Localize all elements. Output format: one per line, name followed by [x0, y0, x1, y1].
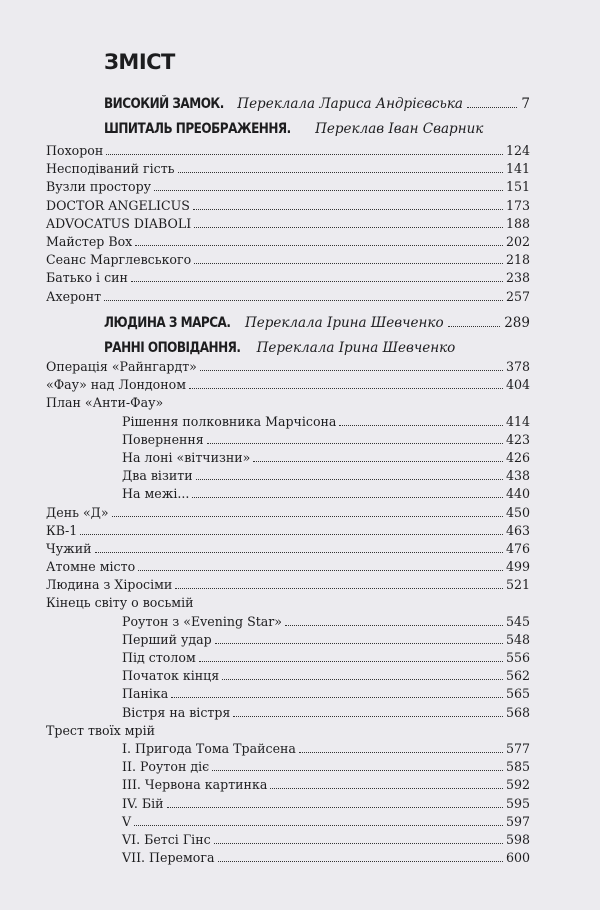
toc-entry	[46, 376, 530, 394]
toc-entry	[46, 594, 530, 612]
entry-page: 545	[505, 613, 530, 629]
entry-page: 585	[505, 759, 530, 775]
dot-leader	[104, 300, 503, 301]
entry-label: ІІІ. Червона картинка	[122, 777, 268, 793]
dot-leader	[171, 697, 503, 698]
dot-leader	[222, 679, 503, 680]
entry-label: VII. Перемога	[122, 850, 215, 866]
dot-leader	[192, 497, 503, 498]
entry-label: Атомне місто	[46, 559, 136, 575]
toc-entry	[46, 233, 530, 251]
entry-page: 595	[505, 795, 530, 811]
dot-leader	[178, 172, 503, 173]
section-lyudyna-z-marsa	[104, 313, 530, 333]
entry-label: Під столом	[122, 650, 196, 665]
entry-page: 202	[505, 233, 530, 249]
section-page: 7	[521, 96, 530, 112]
dot-leader	[233, 716, 503, 717]
toc-entry	[46, 631, 530, 649]
entry-label: Рішення полковника Марчісона	[122, 413, 337, 429]
section-title: ВИСОКИЙ ЗАМОК.	[104, 96, 224, 112]
entry-label: V	[122, 813, 132, 829]
entry-page: 404	[505, 377, 530, 393]
entry-label: Роутон з «Evening Star»	[122, 613, 282, 629]
toc-entry	[46, 160, 530, 178]
section-translator: Переклав Іван Сварник	[315, 121, 484, 137]
toc-entry	[46, 758, 530, 776]
dot-leader	[212, 770, 503, 771]
toc-entry	[46, 704, 530, 722]
entry-page: 600	[505, 850, 530, 866]
entry-label: Кінець світу о восьмій	[46, 595, 194, 611]
toc-entry	[46, 740, 530, 758]
dot-leader	[167, 807, 503, 808]
toc-entry	[46, 485, 530, 503]
dot-leader	[218, 861, 503, 862]
entry-page: 450	[505, 504, 530, 520]
entry-label: Ахеронт	[46, 288, 102, 304]
dot-leader	[215, 643, 503, 644]
dot-leader	[134, 825, 503, 826]
toc-entry	[46, 288, 530, 306]
section-vysokyi-zamok	[104, 94, 530, 114]
toc-entry	[46, 558, 530, 576]
entry-page: 597	[505, 813, 530, 829]
dot-leader	[200, 370, 503, 371]
dot-leader	[207, 443, 503, 444]
entry-page: 238	[505, 270, 530, 286]
toc-entry	[46, 467, 530, 485]
toc-entry	[46, 576, 530, 594]
entry-label: На лоні «вітчизни»	[122, 449, 251, 465]
entry-label: На межі...	[122, 486, 190, 502]
toc-entry	[46, 197, 530, 215]
entry-page: 568	[505, 704, 530, 720]
dot-leader	[194, 227, 503, 228]
entry-label: Майстер Вох	[46, 233, 133, 249]
entry-label: Повернення	[122, 431, 204, 447]
entry-page: 124	[505, 143, 530, 158]
dot-leader	[138, 570, 503, 571]
entry-label: «Фау» над Лондоном	[46, 377, 187, 393]
dot-leader	[467, 107, 517, 108]
section-title: ЛЮДИНА З МАРСА.	[104, 315, 231, 331]
entry-page: 577	[505, 740, 530, 756]
toc-entry	[46, 667, 530, 685]
entry-page: 463	[505, 522, 530, 538]
entries-group-1	[46, 142, 530, 306]
toc-entry	[46, 540, 530, 558]
dot-leader	[154, 190, 503, 191]
dot-leader	[253, 461, 503, 462]
section-title: РАННІ ОПОВІДАННЯ.	[104, 340, 241, 356]
dot-leader	[193, 209, 503, 210]
entry-label: Паніка	[122, 686, 169, 702]
entry-page: 188	[505, 215, 530, 231]
entry-label: КВ-1	[46, 522, 78, 538]
section-shpytal	[104, 119, 530, 139]
dot-leader	[214, 843, 503, 844]
entry-page: 440	[505, 486, 530, 502]
entry-page: 438	[505, 468, 530, 484]
toc-entry	[46, 722, 530, 740]
dot-leader	[135, 245, 503, 246]
entry-label: Два візити	[122, 468, 193, 484]
entry-page: 257	[505, 288, 530, 304]
entry-label: Сеанс Марглевського	[46, 252, 192, 268]
toc-entry	[46, 413, 530, 431]
entry-page: 173	[505, 197, 530, 213]
entry-label: Батько і син	[46, 270, 128, 286]
toc-entry	[46, 685, 530, 703]
entry-label: Трест твоїх мрій	[46, 722, 155, 738]
entry-page: 151	[505, 179, 530, 195]
entry-label: ІІ. Роутон діє	[122, 759, 210, 775]
dot-leader	[80, 534, 503, 535]
entry-label: Несподіваний гість	[46, 161, 175, 177]
section-title: ШПИТАЛЬ ПРЕОБРАЖЕННЯ.	[104, 121, 291, 137]
toc-entry	[46, 142, 530, 160]
entry-page: 141	[505, 161, 530, 177]
dot-leader	[131, 281, 503, 282]
section-ranni-opovidannya	[104, 338, 530, 358]
entry-label: Вістря на вістря	[122, 704, 231, 720]
entry-label: IV. Бій	[122, 795, 164, 811]
dot-leader	[196, 479, 503, 480]
entry-label: План «Анти-Фау»	[46, 395, 164, 411]
dot-leader	[112, 516, 503, 517]
entry-page: 521	[505, 577, 530, 593]
section-page: 289	[504, 315, 530, 331]
section-translator: Переклала Лариса Андрієвська	[237, 96, 463, 112]
toc-entry	[46, 649, 530, 667]
entries-group-2	[46, 358, 530, 867]
dot-leader	[270, 788, 503, 789]
entry-label: Перший удар	[122, 631, 212, 647]
dot-leader	[448, 326, 501, 327]
toc-entry	[46, 522, 530, 540]
entry-page: 476	[505, 540, 530, 556]
entry-page: 423	[505, 431, 530, 447]
entry-page: 499	[505, 559, 530, 575]
entry-page: 556	[505, 650, 530, 665]
entry-page: 565	[505, 686, 530, 702]
section-translator: Переклала Ірина Шевченко	[244, 315, 444, 331]
entry-page: 414	[505, 413, 530, 429]
page-title: ЗМІСТ	[104, 50, 175, 74]
entry-label: Вузли простору	[46, 179, 152, 195]
toc-entry	[46, 449, 530, 467]
dot-leader	[175, 588, 503, 589]
section-translator: Переклала Ірина Шевченко	[256, 340, 456, 356]
dot-leader	[299, 752, 503, 753]
dot-leader	[339, 425, 503, 426]
toc-entry	[46, 269, 530, 287]
entry-label: ADVOCATUS DIABOLI	[46, 215, 192, 231]
entry-page: 378	[505, 359, 530, 374]
entry-label: І. Пригода Тома Трайсена	[122, 740, 296, 756]
toc-entry	[46, 776, 530, 794]
entry-label: VI. Бетсі Гінс	[122, 831, 211, 847]
toc-entry	[46, 795, 530, 813]
toc-entry	[46, 813, 530, 831]
entry-page: 598	[505, 831, 530, 847]
entry-label: День «Д»	[46, 504, 109, 520]
entry-label: DOCTOR ANGELICUS	[46, 197, 190, 213]
entry-label: Операція «Райнгардт»	[46, 359, 197, 374]
toc-entry	[46, 849, 530, 867]
entry-label: Початок кінця	[122, 668, 220, 684]
toc-entry	[46, 394, 530, 412]
entry-page: 426	[505, 449, 530, 465]
entry-label: Людина з Хіросіми	[46, 577, 173, 593]
dot-leader	[106, 154, 503, 155]
toc-entry	[46, 178, 530, 196]
dot-leader	[194, 263, 503, 264]
toc-entry	[46, 613, 530, 631]
entry-page: 562	[505, 668, 530, 684]
dot-leader	[199, 661, 503, 662]
dot-leader	[285, 625, 503, 626]
toc-entry	[46, 504, 530, 522]
dot-leader	[189, 388, 503, 389]
entry-page: 218	[505, 252, 530, 268]
dot-leader	[95, 552, 503, 553]
entry-label: Чужий	[46, 540, 92, 556]
toc-entry	[46, 358, 530, 376]
toc-entry	[46, 251, 530, 269]
toc-entry	[46, 831, 530, 849]
entry-label: Похорон	[46, 143, 104, 158]
entry-page: 592	[505, 777, 530, 793]
toc-entry	[46, 431, 530, 449]
toc-entry	[46, 215, 530, 233]
entry-page: 548	[505, 631, 530, 647]
